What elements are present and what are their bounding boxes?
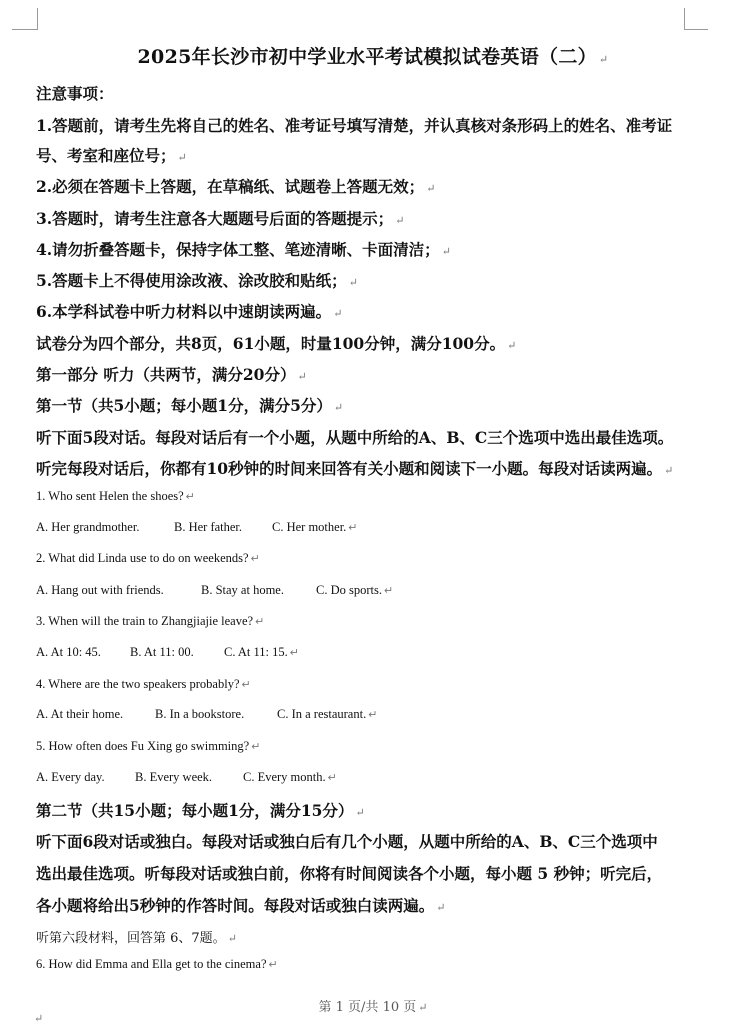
question-3-options: A. At 10: 45. B. At 11: 00. C. At 11: 15. ↵ <box>36 645 300 659</box>
option-a: A. Hang out with friends. <box>36 583 164 597</box>
question-1-options: A. Her grandmother. B. Her father. C. Her mother. ↵ <box>36 520 358 534</box>
question-2-options: A. Hang out with friends. B. Stay at home. C. Do sports. ↵ <box>36 583 394 597</box>
option-c: C. Her mother. <box>272 520 347 534</box>
option-b: B. Every week. <box>135 770 213 784</box>
question-4: 4. Where are the two speakers probably? ↵ <box>36 677 251 691</box>
question-3: 3. When will the train to Zhangjiajie leave? ↵ <box>36 614 265 628</box>
rule-3: 3.答题时，请考生注意各大题题号后面的答题提示； ↵ <box>36 209 405 228</box>
exam-summary: 试卷分为四个部分，共8页，61小题，时量100分钟，满分100分。 ↵ <box>36 334 517 353</box>
section1-instruction-2: 听完每段对话后，你都有10秒钟的时间来回答有关小题和阅读下一小题。每段对话读两遍。 ↵ <box>36 459 674 478</box>
option-c: C. At 11: 15. <box>224 645 288 659</box>
rule-2: 2.必须在答题卡上答题，在草稿纸、试题卷上答题无效； ↵ <box>36 177 436 196</box>
rule-4: 4.请勿折叠答题卡，保持字体工整、笔迹清晰、卡面清洁； ↵ <box>36 240 451 259</box>
material-6-note: 听第六段材料，回答第 6、7题。 ↵ <box>36 931 237 946</box>
paragraph-mark: ↵ <box>34 1012 44 1025</box>
option-a: A. Her grandmother. <box>36 520 140 534</box>
question-2: 2. What did Linda use to do on weekends? ↵ <box>36 551 260 565</box>
notice-heading: 注意事项： <box>36 84 114 103</box>
section1-instruction-1: 听下面5段对话。每段对话后有一个小题，从题中所给的A、B、C三个选项中选出最佳选项。 <box>36 428 674 447</box>
question-1: 1. Who sent Helen the shoes? ↵ <box>36 489 195 503</box>
question-5-options: A. Every day. B. Every week. C. Every month. ↵ <box>36 770 337 784</box>
option-b: B. Her father. <box>174 520 243 534</box>
crop-mark-top-left <box>12 8 38 30</box>
part1-heading: 第一部分 听力（共两节，满分20分） ↵ <box>36 365 307 384</box>
option-a: A. Every day. <box>36 770 105 784</box>
rule-1-cont: 号、考室和座位号； ↵ <box>36 146 187 165</box>
option-c: C. In a restaurant. <box>277 707 367 721</box>
question-6: 6. How did Emma and Ella get to the cinema? ↵ <box>36 957 278 971</box>
rule-6: 6.本学科试卷中听力材料以中速朗读两遍。 ↵ <box>36 302 343 321</box>
rule-5: 5.答题卡上不得使用涂改液、涂改胶和贴纸； ↵ <box>36 271 358 290</box>
section2-instruction-2: 选出最佳选项。听每段对话或独白前，你将有时间阅读各个小题，每小题 5 秒钟；听完后， <box>36 864 663 883</box>
section2-instruction-1: 听下面6段对话或独白。每段对话或独白后有几个小题，从题中所给的A、B、C三个选项中 <box>36 832 658 851</box>
page-title: 2025年长沙市初中学业水平考试模拟试卷英语（二） ↵ <box>137 46 609 68</box>
option-a: A. At their home. <box>36 707 124 721</box>
option-a: A. At 10: 45. <box>36 645 101 659</box>
question-4-options: A. At their home. B. In a bookstore. C. In a restaurant. ↵ <box>36 707 378 721</box>
section2-heading: 第二节（共15小题；每小题1分，满分15分） ↵ <box>36 801 365 820</box>
option-b: B. Stay at home. <box>201 583 284 597</box>
option-c: C. Do sports. <box>316 583 382 597</box>
section1-heading: 第一节（共5小题；每小题1分，满分5分） ↵ <box>36 396 344 415</box>
question-5: 5. How often does Fu Xing go swimming? ↵ <box>36 739 261 753</box>
page-footer: 第 1 页/共 10 页 ↵ <box>318 1000 428 1015</box>
option-b: B. In a bookstore. <box>155 707 245 721</box>
crop-mark-top-right <box>684 8 708 30</box>
section2-instruction-3: 各小题将给出5秒钟的作答时间。每段对话或独白读两遍。 ↵ <box>36 896 446 915</box>
rule-1: 1.答题前，请考生先将自己的姓名、准考证号填写清楚，并认真核对条形码上的姓名、准考证 <box>36 116 673 135</box>
option-b: B. At 11: 00. <box>130 645 194 659</box>
option-c: C. Every month. <box>243 770 326 784</box>
